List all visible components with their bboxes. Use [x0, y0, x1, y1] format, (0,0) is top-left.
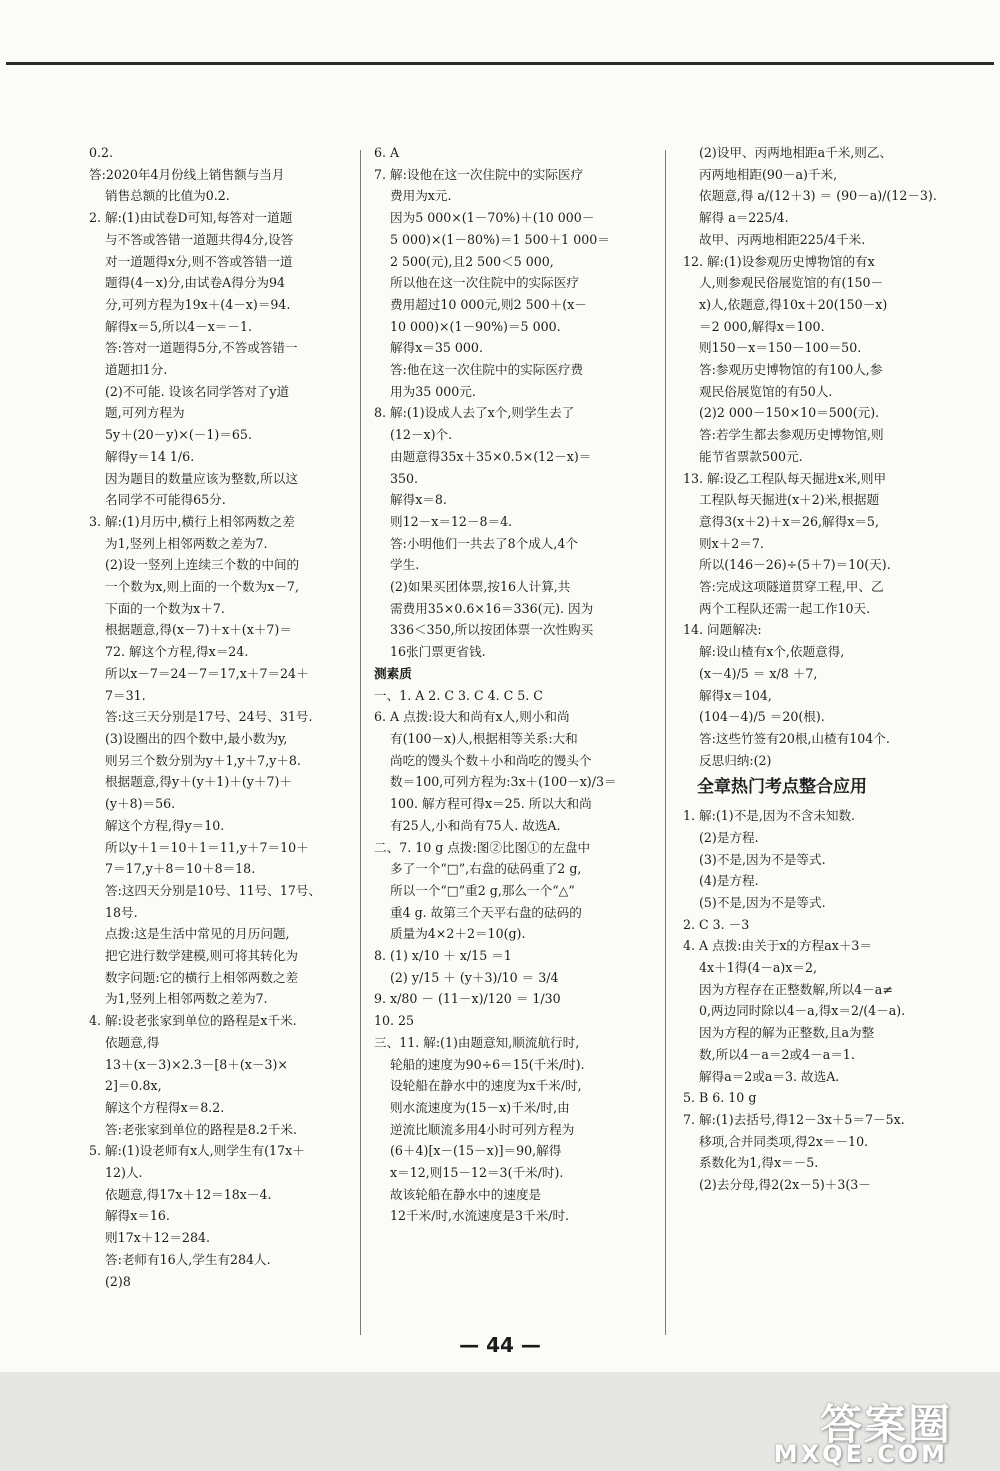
text-line: 因为方程存在正整数解,所以4－a≠	[699, 981, 893, 997]
text-line: 350.	[390, 470, 419, 486]
problem-2-start: 2. 解:(1)由试卷D可知,每答对一道题	[89, 210, 293, 226]
text-line: 故甲、丙两地相距225/4千米.	[699, 231, 866, 247]
text-line: 因为5 000×(1－70%)＋(10 000－	[390, 210, 595, 226]
text-line: 分,可列方程为19x＋(4－x)＝94.	[105, 296, 291, 312]
watermark-site: MXQE.COM	[773, 1440, 948, 1468]
text-line: 0.2.	[89, 145, 114, 160]
equation-line: 解得 a＝225/4.	[699, 210, 789, 226]
watermark-logo: 答案圈	[819, 1400, 952, 1449]
text-line: 需费用35×0.6×16＝336(元). 因为	[390, 600, 594, 616]
text-line: 4. A 点拨:由关于x的方程ax＋3＝	[683, 938, 873, 954]
text-line: 工程队每天掘进(x＋2)米,根据题	[699, 492, 880, 508]
text-line: 则水流速度为(15－x)千米/时,由	[390, 1099, 570, 1115]
text-line: 解得x＝5,所以4－x＝－1.	[105, 318, 252, 334]
equation-line: 8. (1) x/10 ＋ x/15 ＝1	[374, 948, 512, 964]
text-line: 4x＋1得(4－a)x＝2,	[699, 960, 817, 976]
equation-line: 13＋(x－3)×2.3－[8＋(x－3)×	[105, 1056, 288, 1072]
text-line: 学生.	[390, 557, 420, 573]
text-line: 为1,竖列上相邻两数之差为7.	[105, 535, 268, 551]
text-line: 销售总额的比值为0.2.	[105, 188, 230, 204]
text-line: (2)8	[105, 1273, 131, 1289]
text-line: (2)2 000－150×10＝500(元).	[699, 405, 880, 421]
answer-line: 答:参观历史博物馆的有100人,参	[699, 362, 883, 378]
text-line: 5 000)×(1－80%)＝1 500＋1 000＝	[390, 231, 610, 247]
text-line: 故该轮船在静水中的速度是	[390, 1186, 542, 1202]
text-line: 由题意得35x＋35×0.5×(12－x)＝	[390, 448, 592, 464]
text-line: 1. 解:(1)不是,因为不含未知数.	[683, 808, 856, 824]
text-line: (4)是方程.	[699, 873, 759, 889]
column-left	[89, 142, 351, 1292]
problem-7-start: 7. 解:设他在这一次住院中的实际医疗	[374, 166, 584, 182]
text-line: (2)如果买团体票,按16人计算,共	[390, 579, 571, 595]
text-line: (3)不是,因为不是等式.	[699, 851, 826, 867]
text-line: 解得x＝8.	[390, 492, 447, 508]
text-line: 18号.	[105, 904, 138, 920]
text-line: 质量为4×2＋2＝10(g).	[390, 926, 526, 942]
column-divider	[665, 150, 666, 1335]
text-line: 根据题意,得y＋(y＋1)＋(y＋7)＋	[105, 774, 292, 790]
problem-13-start: 13. 解:设乙工程队每天掘进x米,则甲	[683, 470, 887, 486]
text-line: 数,所以4－a＝2或4－a＝1.	[699, 1046, 855, 1062]
text-line: (2)去分母,得2(2x－5)＋3(3－	[699, 1177, 871, 1193]
text-line: 16张门票更省钱.	[390, 644, 486, 660]
text-line: 把它进行数学建模,则可将其转化为	[105, 948, 298, 964]
text-line: 10. 25	[374, 1013, 415, 1029]
problem-12-start: 12. 解:(1)设参观历史博物馆的有x	[683, 253, 875, 269]
hint-line: 点拨:这是生活中常见的月历问题,	[105, 926, 290, 942]
text-line: 对一道题得x分,则不答或答错一道	[105, 253, 293, 269]
text-line: 重4 g. 故第三个天平右盘的砝码的	[390, 904, 582, 920]
text-line: 0,两边同时除以4－a,得x＝2/(4－a).	[699, 1003, 906, 1019]
equation-line: 2]＝0.8x,	[105, 1078, 162, 1094]
section-title-test: 测素质	[374, 665, 412, 681]
text-line: (2)设甲、丙两地相距a千米,则乙、	[699, 145, 893, 160]
text-line: 两个工程队还需一起工作10天.	[699, 600, 871, 616]
answer-line: 答:老师有16人,学生有284人.	[105, 1251, 271, 1267]
choice-answers: 一、1. A 2. C 3. C 4. C 5. C	[374, 687, 543, 703]
text-line: 逆流比顺流多用4小时可列方程为	[390, 1121, 575, 1137]
column-middle	[374, 142, 644, 1227]
equation-line: 9. x/80 － (11－x)/120 ＝ 1/30	[374, 991, 561, 1007]
equation-line: 5y＋(20－y)×(－1)＝65.	[105, 427, 252, 443]
problem-3-start: 3. 解:(1)月历中,横行上相邻两数之差	[89, 513, 295, 529]
page-number: — 44 —	[459, 1333, 541, 1357]
text-line: 5. B 6. 10 g	[683, 1090, 757, 1106]
text-line: 人,则参观民俗展览馆的有(150－	[699, 275, 884, 291]
text-line: 一个数为x,则上面的一个数为x－7,	[105, 579, 299, 595]
answer-line: 答:这些竹签有20根,山楂有104个.	[699, 730, 890, 746]
text-line: 题,可列方程为	[105, 405, 185, 421]
text-line: 费用超过10 000元,则2 500＋(x－	[390, 296, 587, 312]
text-line: 道题扣1分.	[105, 362, 168, 378]
text-line: 名同学不可能得65分.	[105, 492, 226, 508]
text-line: 则17x＋12＝284.	[105, 1230, 210, 1246]
text-line: 所以一个“□”重2 g,那么一个“△”	[390, 882, 575, 898]
answer-line: 答:若学生都去参观历史博物馆,则	[699, 427, 884, 443]
text-line: 解得x＝35 000.	[390, 340, 483, 356]
chapter-section-heading: 全章热门考点整合应用	[697, 777, 867, 798]
text-line: 所以x－7＝24－7＝17,x＋7＝24＋	[105, 665, 309, 681]
text-line: 设轮船在静水中的速度为x千米/时,	[390, 1078, 582, 1094]
text-line: 丙两地相距(90－a)千米,	[699, 166, 838, 182]
answer-line: 答:老张家到单位的路程是8.2千米.	[105, 1121, 297, 1137]
text-line: 轮船的速度为90÷6＝15(千米/时).	[390, 1056, 585, 1072]
equation-line: 依题意,得 a/(12＋3) ＝ (90－a)/(12－3).	[699, 188, 937, 204]
column-right	[683, 142, 965, 1196]
text-line: 观民俗展览馆的有50人.	[699, 383, 833, 399]
answer-line: 答:这四天分别是10号、11号、17号、	[105, 882, 322, 898]
text-line: 意得3(x＋2)＋x＝26,解得x＝5,	[699, 513, 879, 529]
text-line: (3)设圈出的四个数中,最小数为y,	[105, 730, 288, 746]
equation-line: 数＝100,可列方程为:3x＋(100－x)/3＝	[390, 774, 617, 790]
text-line: 尚吃的馒头个数＋小和尚吃的馒头个	[390, 752, 592, 768]
text-line: 依题意,得17x＋12＝18x－4.	[105, 1186, 272, 1202]
answer-line: 答:他在这一次住院中的实际医疗费	[390, 362, 584, 378]
text-line: 6. A 点拨:设大和尚有x人,则小和尚	[374, 709, 570, 725]
text-line: 费用为x元.	[390, 188, 452, 204]
text-line: ＝2 000,解得x＝100.	[699, 318, 825, 334]
text-line: 用为35 000元.	[390, 383, 476, 399]
text-line: 100. 解方程可得x＝25. 所以大和尚	[390, 796, 592, 812]
problem-4-start: 4. 解:设老张家到单位的路程是x千米.	[89, 1013, 297, 1029]
answer-line: 答:这三天分别是17号、24号、31号.	[105, 709, 313, 725]
text-line: 因为题目的数量应该为整数,所以这	[105, 470, 298, 486]
text-line: 解这个方程,得y＝10.	[105, 817, 225, 833]
text-line: 则12－x＝12－8＝4.	[390, 513, 513, 529]
problem-8-start: 8. 解:(1)设成人去了x个,则学生去了	[374, 405, 575, 421]
text-line: 根据题意,得(x－7)＋x＋(x＋7)＝	[105, 622, 292, 638]
column-divider	[360, 150, 361, 1335]
text-line: 7＝17,y＋8＝10＋8＝18.	[105, 861, 256, 877]
text-line: (6＋4)[x－(15－x)]＝90,解得	[390, 1143, 562, 1159]
text-line: 与不答或答错一道题共得4分,设答	[105, 231, 294, 247]
answer-line: 答:完成这项隧道贯穿工程,甲、乙	[699, 579, 884, 595]
text-line: 12)人.	[105, 1165, 143, 1181]
problem-7b-start: 7. 解:(1)去括号,得12－3x＋5＝7－5x.	[683, 1111, 905, 1127]
text-line: 依题意,得	[105, 1034, 160, 1050]
text-line: 解得x＝104,	[699, 687, 772, 703]
problem-5-start: 5. 解:(1)设老师有x人,则学生有(17x＋	[89, 1143, 305, 1159]
answer-line: 答:2020年4月份线上销售额与当月	[89, 166, 285, 182]
text-line: 2 500(元),且2 500＜5 000,	[390, 253, 554, 269]
equation-line: (x－4)/5 ＝ x/8 ＋7,	[699, 665, 818, 681]
text-line: 下面的一个数为x＋7.	[105, 600, 225, 616]
text-line: 10 000)×(1－90%)＝5 000.	[390, 318, 561, 334]
text-line: 7＝31.	[105, 687, 146, 703]
text-line: 解得x＝16.	[105, 1208, 170, 1224]
text-line: 多了一个“□”,右盘的砝码重了2 g,	[390, 861, 582, 877]
text-line: 反思归纳:(2)	[699, 752, 772, 768]
text-line: 所以y＋1＝10＋1＝11,y＋7＝10＋	[105, 839, 309, 855]
text-line: 系数化为1,得x＝－5.	[699, 1155, 819, 1171]
text-line: 二、7. 10 g 点拨:图②比图①的左盘中	[374, 839, 591, 855]
text-line: 12千米/时,水流速度是3千米/时.	[390, 1208, 570, 1224]
text-line: 数字问题:它的横行上相邻两数之差	[105, 969, 299, 985]
text-line: 解这个方程得x＝8.2.	[105, 1099, 225, 1115]
text-line: 则另三个数分别为y＋1,y＋7,y＋8.	[105, 752, 301, 768]
text-line: (5)不是,因为不是等式.	[699, 894, 826, 910]
problem-11-start: 三、11. 解:(1)由题意知,顺流航行时,	[374, 1034, 580, 1050]
text-line: 解:设山楂有x个,依题意得,	[699, 644, 845, 660]
answer-line: 答:答对一道题得5分,不答或答错一	[105, 340, 298, 356]
text-line: (2)设一竖列上连续三个数的中间的	[105, 557, 300, 573]
text-line: 则150－x＝150－100＝50.	[699, 340, 862, 356]
text-line: 题得(4－x)分,由试卷A得分为94	[105, 275, 286, 291]
text-line: 解得y＝14 1/6.	[105, 448, 195, 464]
text-line: (2)不可能. 设该名同学答对了y道	[105, 383, 290, 399]
text-line: 72. 解这个方程,得x＝24.	[105, 644, 249, 660]
text-line: 解得a＝2或a＝3. 故选A.	[699, 1068, 840, 1084]
top-rule	[6, 62, 994, 65]
equation-line: (2) y/15 ＋ (y＋3)/10 ＝ 3/4	[390, 969, 559, 985]
text-line: 移项,合并同类项,得2x＝－10.	[699, 1133, 869, 1149]
text-line: 所以(146－26)÷(5＋7)＝10(天).	[699, 557, 891, 573]
text-line: 6. A	[374, 145, 400, 160]
text-line: 能节省票款500元.	[699, 448, 803, 464]
text-line: 336＜350,所以按团体票一次性购买	[390, 622, 594, 638]
text-line: 2. C 3. －3	[683, 916, 750, 932]
equation-line: (104－4)/5 ＝20(根).	[699, 709, 825, 725]
text-line: 有25人,小和尚有75人. 故选A.	[390, 817, 561, 833]
text-line: x)人,依题意,得10x＋20(150－x)	[699, 296, 888, 312]
text-line: 有(100－x)人,根据相等关系:大和	[390, 730, 578, 746]
text-line: 因为方程的解为正整数,且a为整	[699, 1025, 875, 1041]
text-line: 为1,竖列上相邻两数之差为7.	[105, 991, 268, 1007]
text-line: (2)是方程.	[699, 829, 759, 845]
text-line: (12－x)个.	[390, 427, 453, 443]
text-line: x＝12,则15－12＝3(千米/时).	[390, 1165, 564, 1181]
problem-14-start: 14. 问题解决:	[683, 622, 762, 638]
text-line: 则x＋2＝7.	[699, 535, 764, 551]
text-line: 所以他在这一次住院中的实际医疗	[390, 275, 579, 291]
answer-line: 答:小明他们一共去了8个成人,4个	[390, 535, 578, 551]
text-line: (y＋8)＝56.	[105, 796, 176, 812]
